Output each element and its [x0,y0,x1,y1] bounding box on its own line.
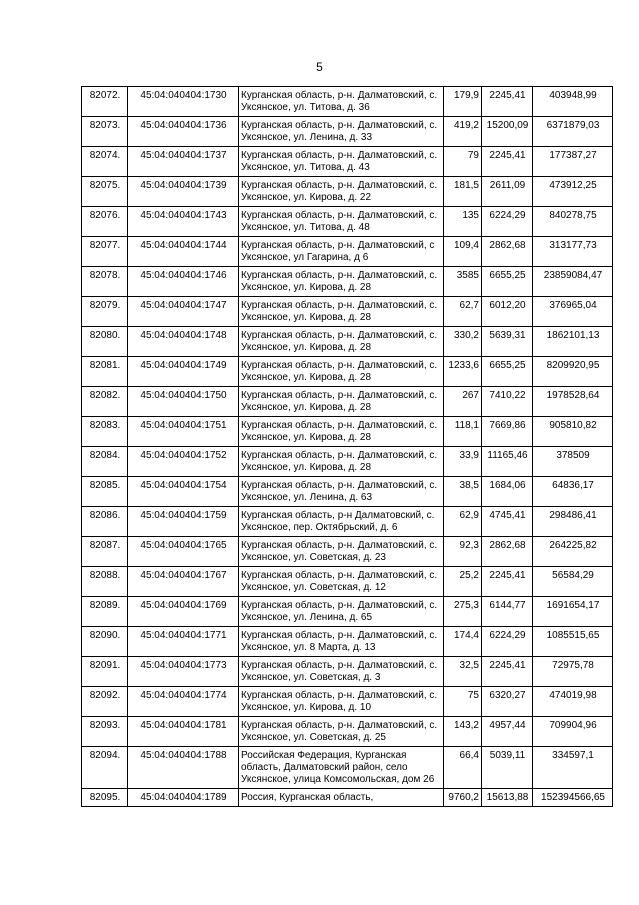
row-number-cell: 82095. [82,789,128,807]
cadastral-number-cell: 45:04:040404:1754 [128,477,239,507]
unit-price-cell: 2245,41 [482,147,533,177]
cadastral-value-cell: 474019,98 [533,687,613,717]
cadastral-number-cell: 45:04:040404:1774 [128,687,239,717]
table-row [82,387,613,417]
address-cell: Россия, Курганская область, [239,789,444,807]
unit-price-cell: 2245,41 [482,567,533,597]
area-cell: 38,5 [444,477,482,507]
cadastral-value-cell: 264225,82 [533,537,613,567]
table-row [82,117,613,147]
table-row [82,87,613,117]
area-cell: 135 [444,207,482,237]
area-cell: 92,3 [444,537,482,567]
cadastral-number-cell: 45:04:040404:1743 [128,207,239,237]
area-cell: 330,2 [444,327,482,357]
area-cell: 62,7 [444,297,482,327]
cadastral-number-cell: 45:04:040404:1750 [128,387,239,417]
unit-price-cell: 15200,09 [482,117,533,147]
unit-price-cell: 6655,25 [482,357,533,387]
table-row [82,687,613,717]
cadastral-number-cell: 45:04:040404:1752 [128,447,239,477]
row-number-cell: 82083. [82,417,128,447]
property-registry-table [81,86,613,807]
cadastral-number-cell: 45:04:040404:1769 [128,597,239,627]
table-row [82,177,613,207]
table-row [82,327,613,357]
area-cell: 79 [444,147,482,177]
address-cell: Курганская область, р-н. Далматовский, с. Уксянское, ул. Титова, д. 36 [239,87,444,117]
table-row [82,507,613,537]
unit-price-cell: 6224,29 [482,627,533,657]
unit-price-cell: 4745,41 [482,507,533,537]
area-cell: 118,1 [444,417,482,447]
address-cell: Курганская область, р-н. Далматовский, с. Уксянское, ул. Кирова, д. 10 [239,687,444,717]
cadastral-number-cell: 45:04:040404:1737 [128,147,239,177]
table-row [82,537,613,567]
cadastral-value-cell: 1978528,64 [533,387,613,417]
area-cell: 179,9 [444,87,482,117]
table-row [82,237,613,267]
table-row [82,627,613,657]
unit-price-cell: 1684,06 [482,477,533,507]
unit-price-cell: 6012,20 [482,297,533,327]
row-number-cell: 82076. [82,207,128,237]
area-cell: 32,5 [444,657,482,687]
row-number-cell: 82078. [82,267,128,297]
cadastral-number-cell: 45:04:040404:1744 [128,237,239,267]
address-cell: Курганская область, р-н. Далматовский, с. Уксянское, ул. Ленина, д. 63 [239,477,444,507]
row-number-cell: 82091. [82,657,128,687]
cadastral-value-cell: 334597,1 [533,747,613,789]
area-cell: 143,2 [444,717,482,747]
cadastral-value-cell: 72975,78 [533,657,613,687]
cadastral-value-cell: 56584,29 [533,567,613,597]
address-cell: Курганская область, р-н. Далматовский, с. Уксянское, ул. Кирова, д. 22 [239,177,444,207]
unit-price-cell: 7669,86 [482,417,533,447]
cadastral-value-cell: 376965,04 [533,297,613,327]
row-number-cell: 82085. [82,477,128,507]
table-row [82,657,613,687]
area-cell: 66,4 [444,747,482,789]
cadastral-value-cell: 64836,17 [533,477,613,507]
cadastral-number-cell: 45:04:040404:1765 [128,537,239,567]
cadastral-value-cell: 23859084,47 [533,267,613,297]
cadastral-value-cell: 905810,82 [533,417,613,447]
unit-price-cell: 6655,25 [482,267,533,297]
cadastral-number-cell: 45:04:040404:1771 [128,627,239,657]
unit-price-cell: 11165,46 [482,447,533,477]
cadastral-value-cell: 177387,27 [533,147,613,177]
address-cell: Курганская область, р-н. Далматовский, с. Уксянское, ул. Титова, д. 48 [239,207,444,237]
address-cell: Курганская область, р-н. Далматовский, с. Уксянское, ул. Титова, д. 43 [239,147,444,177]
cadastral-number-cell: 45:04:040404:1739 [128,177,239,207]
unit-price-cell: 2245,41 [482,657,533,687]
address-cell: Курганская область, р-н. Далматовский, с. Уксянское, ул. Кирова, д. 28 [239,267,444,297]
address-cell: Курганская область, р-н. Далматовский, с. Уксянское, ул. Кирова, д. 28 [239,297,444,327]
area-cell: 75 [444,687,482,717]
row-number-cell: 82090. [82,627,128,657]
unit-price-cell: 6144,77 [482,597,533,627]
row-number-cell: 82094. [82,747,128,789]
address-cell: Курганская область, р-н. Далматовский, с. Уксянское, ул. Кирова, д. 28 [239,447,444,477]
row-number-cell: 82088. [82,567,128,597]
unit-price-cell: 7410,22 [482,387,533,417]
row-number-cell: 82092. [82,687,128,717]
unit-price-cell: 2245,41 [482,87,533,117]
address-cell: Курганская область, р-н. Далматовский, с. Уксянское, ул. Ленина, д. 33 [239,117,444,147]
address-cell: Курганская область, р-н. Далматовский, с. Уксянское, ул. Кирова, д. 28 [239,327,444,357]
area-cell: 174,4 [444,627,482,657]
unit-price-cell: 2862,68 [482,537,533,567]
cadastral-value-cell: 152394566,65 [533,789,613,807]
unit-price-cell: 5639,31 [482,327,533,357]
cadastral-value-cell: 298486,41 [533,507,613,537]
table-row [82,207,613,237]
table-row [82,417,613,447]
cadastral-number-cell: 45:04:040404:1767 [128,567,239,597]
address-cell: Курганская область, р-н. Далматовский, с. Уксянское, ул. Советская, д. 12 [239,567,444,597]
cadastral-number-cell: 45:04:040404:1781 [128,717,239,747]
address-cell: Курганская область, р-н. Далматовский, с. Уксянское, ул. Советская, д. 23 [239,537,444,567]
cadastral-number-cell: 45:04:040404:1746 [128,267,239,297]
row-number-cell: 82087. [82,537,128,567]
cadastral-number-cell: 45:04:040404:1747 [128,297,239,327]
area-cell: 3585 [444,267,482,297]
row-number-cell: 82086. [82,507,128,537]
cadastral-value-cell: 378509 [533,447,613,477]
address-cell: Курганская область, р-н. Далматовский, с. Уксянское, ул. Советская, д. 25 [239,717,444,747]
row-number-cell: 82072. [82,87,128,117]
table-row [82,717,613,747]
area-cell: 267 [444,387,482,417]
cadastral-value-cell: 6371879,03 [533,117,613,147]
row-number-cell: 82080. [82,327,128,357]
cadastral-number-cell: 45:04:040404:1749 [128,357,239,387]
row-number-cell: 82084. [82,447,128,477]
address-cell: Курганская область, р-н. Далматовский, с. Уксянское, ул. 8 Марта, д. 13 [239,627,444,657]
cadastral-value-cell: 313177,73 [533,237,613,267]
row-number-cell: 82075. [82,177,128,207]
cadastral-value-cell: 1085515,65 [533,627,613,657]
area-cell: 181,5 [444,177,482,207]
address-cell: Курганская область, р-н. Далматовский, с. Уксянское, ул. Кирова, д. 28 [239,357,444,387]
table-row [82,297,613,327]
address-cell: Российская Федерация, Курганская область, Далматовский район, село Уксянское, улица Комсомольская, дом 26 [239,747,444,789]
unit-price-cell: 2611,09 [482,177,533,207]
cadastral-value-cell: 709904,96 [533,717,613,747]
row-number-cell: 82079. [82,297,128,327]
cadastral-value-cell: 840278,75 [533,207,613,237]
table-row [82,747,613,789]
address-cell: Курганская область, р-н Далматовский, с. Уксянское, пер. Октябрьский, д. 6 [239,507,444,537]
address-cell: Курганская область, р-н. Далматовский, с. Уксянское, ул. Советская, д. 3 [239,657,444,687]
area-cell: 1233,6 [444,357,482,387]
area-cell: 419,2 [444,117,482,147]
table-row [82,567,613,597]
area-cell: 25,2 [444,567,482,597]
table-row [82,267,613,297]
unit-price-cell: 6320,27 [482,687,533,717]
cadastral-number-cell: 45:04:040404:1789 [128,789,239,807]
row-number-cell: 82081. [82,357,128,387]
address-cell: Курганская область, р-н. Далматовский, с. Уксянское, ул. Кирова, д. 28 [239,387,444,417]
row-number-cell: 82093. [82,717,128,747]
cadastral-value-cell: 8209920,95 [533,357,613,387]
address-cell: Курганская область, р-н. Далматовский, с Уксянское, ул Гагарина, д 6 [239,237,444,267]
address-cell: Курганская область, р-н. Далматовский, с. Уксянское, ул. Ленина, д. 65 [239,597,444,627]
table-row [82,147,613,177]
table-row [82,447,613,477]
area-cell: 62,9 [444,507,482,537]
table-row [82,357,613,387]
row-number-cell: 82082. [82,387,128,417]
unit-price-cell: 15613,88 [482,789,533,807]
row-number-cell: 82089. [82,597,128,627]
cadastral-number-cell: 45:04:040404:1773 [128,657,239,687]
table-row [82,789,613,807]
cadastral-value-cell: 1691654,17 [533,597,613,627]
area-cell: 33,9 [444,447,482,477]
cadastral-number-cell: 45:04:040404:1788 [128,747,239,789]
cadastral-value-cell: 1862101,13 [533,327,613,357]
area-cell: 275,3 [444,597,482,627]
cadastral-number-cell: 45:04:040404:1759 [128,507,239,537]
table-row [82,597,613,627]
unit-price-cell: 5039,11 [482,747,533,789]
cadastral-number-cell: 45:04:040404:1748 [128,327,239,357]
page-number: 5 [316,60,323,74]
row-number-cell: 82073. [82,117,128,147]
cadastral-value-cell: 473912,25 [533,177,613,207]
unit-price-cell: 6224,29 [482,207,533,237]
area-cell: 109,4 [444,237,482,267]
address-cell: Курганская область, р-н. Далматовский, с. Уксянское, ул. Кирова, д. 28 [239,417,444,447]
table-row [82,477,613,507]
cadastral-number-cell: 45:04:040404:1751 [128,417,239,447]
cadastral-value-cell: 403948,99 [533,87,613,117]
row-number-cell: 82077. [82,237,128,267]
unit-price-cell: 4957,44 [482,717,533,747]
row-number-cell: 82074. [82,147,128,177]
unit-price-cell: 2862,68 [482,237,533,267]
cadastral-number-cell: 45:04:040404:1736 [128,117,239,147]
cadastral-number-cell: 45:04:040404:1730 [128,87,239,117]
area-cell: 9760,2 [444,789,482,807]
